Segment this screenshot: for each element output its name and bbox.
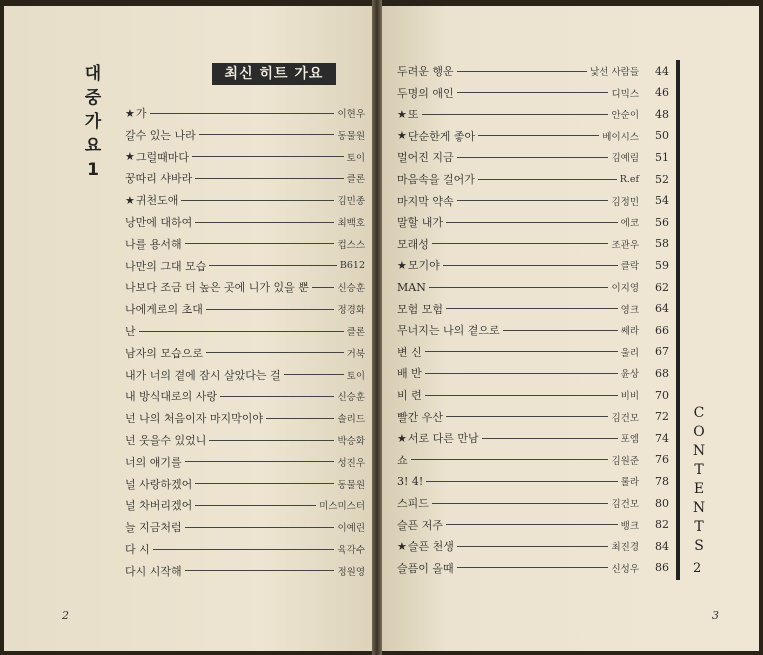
song-title: 빨간 우산 — [397, 410, 444, 424]
song-entry — [397, 559, 669, 577]
song-title: 변 신 — [397, 345, 422, 359]
leader-line — [457, 200, 609, 201]
song-artist: 최진경 — [611, 542, 639, 554]
leader-line — [206, 309, 335, 310]
vtitle-char: 요 — [84, 136, 102, 156]
song-entry — [125, 453, 365, 471]
right-song-list — [397, 62, 669, 582]
leader-line — [446, 416, 608, 417]
song-artist: 포엠 — [620, 434, 639, 446]
song-artist: R.ef — [619, 173, 639, 185]
song-artist: 미스미스터 — [319, 501, 365, 513]
leader-line — [482, 438, 618, 439]
song-page-number: 62 — [655, 280, 669, 294]
song-artist: 토이 — [346, 370, 365, 382]
song-title: 넌 나의 처음이자 마지막이야 — [125, 412, 264, 426]
left-page-number: 2 — [62, 609, 69, 622]
song-entry — [397, 105, 669, 123]
song-title: 두려운 행운 — [397, 65, 454, 78]
song-page-number: 58 — [655, 237, 669, 251]
song-entry — [125, 300, 365, 318]
song-artist: 컵스스 — [337, 239, 365, 251]
leader-line — [503, 330, 618, 331]
song-title: 모래성 — [397, 237, 429, 251]
song-artist: 이지영 — [611, 283, 639, 294]
song-title: 배 반 — [397, 367, 422, 381]
song-page-number: 74 — [655, 431, 669, 445]
song-page-number: 86 — [655, 561, 669, 575]
section-heading: 최신 히트 가요 — [212, 63, 336, 85]
leader-line — [206, 352, 344, 353]
song-entry — [125, 257, 365, 275]
song-artist: 클론 — [346, 327, 365, 338]
song-artist: 울리 — [620, 347, 639, 359]
song-entry — [125, 562, 365, 580]
leader-line — [457, 92, 609, 93]
song-title: 서로 다른 만남 — [407, 432, 479, 446]
vtitle-char: 중 — [84, 88, 102, 108]
song-title: 늘 지금처럼 — [125, 521, 182, 535]
song-title: 모기야 — [407, 259, 440, 273]
leader-line — [425, 373, 618, 374]
song-title: 단순한게 좋아 — [407, 129, 476, 143]
contents-letter: T — [694, 462, 704, 478]
song-entry — [125, 148, 365, 166]
star-icon: ★ — [125, 150, 135, 164]
song-artist: 신승훈 — [337, 392, 365, 404]
leader-line — [432, 243, 609, 244]
song-entry — [397, 256, 669, 274]
leader-line — [457, 71, 587, 72]
leader-line — [422, 114, 609, 115]
star-icon: ★ — [125, 193, 135, 207]
song-title: 그럴때마다 — [135, 150, 190, 164]
song-title: 슬픈 천생 — [407, 540, 454, 554]
leader-line — [185, 461, 335, 462]
leader-line — [411, 459, 609, 460]
song-artist: 뱅크 — [620, 520, 639, 532]
song-title: 3! 4! — [397, 474, 424, 488]
leader-line — [457, 546, 609, 547]
song-title: 다 시 — [125, 543, 150, 556]
song-entry — [397, 213, 669, 231]
leader-line — [446, 308, 618, 309]
left-vertical-title — [80, 62, 106, 182]
song-title: 꿍따리 샤바라 — [125, 172, 193, 186]
song-entry — [397, 408, 669, 426]
song-artist: 정경화 — [337, 305, 365, 317]
song-entry — [397, 235, 669, 253]
song-artist: 이예린 — [337, 523, 365, 535]
song-page-number: 48 — [655, 107, 669, 121]
song-artist: 육각수 — [337, 545, 365, 556]
star-icon: ★ — [397, 129, 407, 143]
song-artist: 김원준 — [611, 455, 639, 467]
song-title: 널 차버리겠어 — [125, 499, 193, 513]
song-entry — [397, 537, 669, 555]
song-entry — [125, 387, 365, 405]
song-entry — [397, 62, 669, 80]
song-page-number: 56 — [655, 215, 669, 229]
song-artist: 박승화 — [337, 436, 365, 447]
song-entry — [397, 364, 669, 382]
song-entry — [125, 475, 365, 493]
song-title: 너의 얘기를 — [125, 455, 182, 469]
song-page-number: 68 — [655, 366, 669, 380]
song-artist: 낯선 사람들 — [590, 67, 639, 78]
song-entry — [397, 343, 669, 361]
contents-number: 2 — [693, 561, 702, 576]
leader-line — [209, 440, 334, 441]
song-entry — [397, 148, 669, 166]
vtitle-char: 대 — [84, 64, 102, 84]
song-title: 나만의 그대 모습 — [125, 259, 207, 273]
song-artist: 윤상 — [620, 369, 639, 381]
leader-line — [478, 135, 599, 136]
leader-line — [284, 374, 344, 375]
song-entry — [397, 494, 669, 512]
song-title: 내가 너의 곁에 잠시 살았다는 걸 — [125, 368, 281, 382]
song-entry — [125, 191, 365, 209]
song-title: 나에게로의 초대 — [125, 303, 203, 317]
song-artist: 신승훈 — [337, 283, 365, 295]
song-title: 모험 모험 — [397, 302, 444, 316]
song-artist: 김정민 — [611, 196, 639, 208]
song-artist: 정원영 — [337, 566, 365, 578]
song-artist: 클론 — [346, 174, 365, 186]
song-entry — [397, 300, 669, 318]
song-artist: 동물원 — [337, 130, 365, 142]
leader-line — [195, 505, 316, 506]
song-title: 말할 내가 — [397, 216, 444, 230]
song-title: 마음속을 걸어가 — [397, 173, 475, 186]
song-page-number: 54 — [655, 194, 669, 208]
song-artist: 최백호 — [337, 218, 365, 229]
song-page-number: 70 — [655, 388, 669, 402]
song-artist: 안순이 — [611, 110, 639, 122]
song-title: 또 — [407, 108, 419, 122]
song-page-number: 80 — [655, 496, 669, 510]
vtitle-char: 1 — [87, 160, 99, 180]
song-title: 마지막 약속 — [397, 194, 454, 208]
song-artist: 신성우 — [611, 563, 639, 575]
song-entry — [397, 170, 669, 188]
song-title: 스피드 — [397, 497, 429, 510]
song-entry — [397, 321, 669, 339]
song-title: 난 — [125, 325, 136, 338]
song-page-number: 44 — [655, 64, 669, 78]
leader-line — [195, 222, 334, 223]
song-title: 슬픔이 올때 — [397, 561, 454, 575]
song-title: 내 방식대로의 사랑 — [125, 390, 218, 404]
leader-line — [446, 222, 618, 223]
song-entry — [125, 169, 365, 187]
leader-line — [153, 549, 335, 550]
song-entry — [397, 192, 669, 210]
leader-line — [457, 567, 609, 568]
leader-line — [312, 287, 335, 288]
leader-line — [446, 524, 618, 525]
song-artist: 에코 — [620, 218, 639, 230]
song-artist: 이현우 — [337, 109, 365, 120]
contents-letter: T — [694, 519, 704, 535]
song-entry — [397, 429, 669, 447]
contents-vertical-label — [689, 404, 709, 556]
song-artist: 동물원 — [337, 479, 365, 491]
song-title: 귀천도애 — [135, 194, 179, 208]
star-icon: ★ — [397, 539, 407, 553]
contents-bar — [676, 60, 680, 580]
leader-line — [209, 265, 337, 266]
song-title: 멀어진 지금 — [397, 151, 454, 165]
right-page-number: 3 — [712, 609, 719, 622]
vtitle-char: 가 — [84, 112, 102, 132]
song-entry — [125, 126, 365, 144]
song-page-number: 67 — [655, 345, 669, 359]
song-entry — [397, 451, 669, 469]
song-title: 가 — [135, 107, 147, 120]
contents-letter: S — [694, 538, 704, 554]
song-title: 넌 웃을수 있었니 — [125, 434, 207, 447]
song-artist: 비비 — [620, 391, 639, 402]
leader-line — [443, 265, 618, 266]
song-artist: B612 — [339, 260, 365, 272]
song-artist: 김예림 — [611, 153, 639, 165]
song-artist: 조관우 — [611, 239, 639, 251]
song-title: 나보다 조금 더 높은 곳에 니가 있을 뿐 — [125, 281, 309, 295]
song-title: 두명의 애인 — [397, 86, 454, 100]
song-page-number: 64 — [655, 302, 669, 316]
star-icon: ★ — [397, 431, 407, 445]
song-title: 남자의 모습으로 — [125, 346, 203, 360]
song-title: 무너지는 나의 곁으로 — [397, 324, 500, 338]
song-entry — [397, 84, 669, 102]
book-gutter — [372, 0, 382, 655]
song-artist: 김민종 — [337, 196, 365, 208]
song-entry — [125, 540, 365, 558]
leader-line — [185, 570, 335, 571]
song-entry — [125, 518, 365, 536]
song-title: MAN — [397, 280, 426, 294]
leader-line — [150, 113, 335, 114]
leader-line — [185, 243, 335, 244]
song-page-number: 82 — [655, 518, 669, 532]
song-entry — [125, 409, 365, 427]
leader-line — [425, 395, 618, 396]
song-entry — [397, 278, 669, 296]
song-entry — [397, 472, 669, 490]
song-entry — [397, 127, 669, 145]
song-title: 다시 시작해 — [125, 564, 182, 578]
song-title: 낭만에 대하여 — [125, 216, 193, 229]
leader-line — [266, 418, 334, 419]
leader-line — [195, 178, 343, 179]
song-page-number: 51 — [655, 150, 669, 164]
leader-line — [195, 483, 334, 484]
song-page-number: 78 — [655, 474, 669, 488]
song-artist: 토이 — [346, 152, 365, 164]
leader-line — [429, 287, 609, 288]
song-entry — [125, 344, 365, 362]
leader-line — [432, 503, 609, 504]
song-artist: 성진우 — [337, 457, 365, 469]
song-title: 갈수 있는 나라 — [125, 128, 196, 142]
song-artist: 김건모 — [611, 412, 639, 424]
song-page-number: 46 — [655, 86, 669, 100]
song-artist: 거북 — [346, 348, 365, 360]
song-page-number: 52 — [655, 172, 669, 186]
song-artist: 김건모 — [611, 499, 639, 510]
song-artist: 룰라 — [620, 477, 639, 489]
contents-letter: N — [692, 443, 706, 459]
leader-line — [139, 331, 344, 332]
song-page-number: 59 — [655, 258, 669, 272]
song-entry — [125, 322, 365, 340]
left-song-list — [125, 104, 365, 584]
contents-letter: E — [693, 481, 705, 497]
leader-line — [181, 200, 334, 201]
leader-line — [220, 396, 334, 397]
star-icon: ★ — [397, 258, 407, 272]
song-artist: 베이시스 — [602, 131, 639, 143]
song-title: 슬픈 저주 — [397, 518, 444, 532]
leader-line — [478, 179, 617, 180]
leader-line — [457, 157, 609, 158]
song-entry — [125, 213, 365, 231]
song-page-number: 76 — [655, 453, 669, 467]
star-icon: ★ — [397, 107, 407, 121]
song-entry — [125, 104, 365, 122]
contents-letter: C — [693, 405, 705, 421]
leader-line — [192, 156, 344, 157]
song-page-number: 66 — [655, 323, 669, 337]
song-entry — [125, 278, 365, 296]
song-entry — [125, 235, 365, 253]
star-icon: ★ — [125, 106, 135, 120]
song-artist: 영크 — [620, 304, 639, 316]
song-artist: 쎄라 — [620, 326, 639, 338]
song-page-number: 50 — [655, 129, 669, 143]
song-title: 널 사랑하겠어 — [125, 477, 193, 491]
song-entry — [125, 431, 365, 449]
song-entry — [397, 386, 669, 404]
song-title: 쇼 — [397, 453, 408, 467]
song-page-number: 84 — [655, 539, 669, 553]
song-entry — [397, 516, 669, 534]
song-page-number: 72 — [655, 410, 669, 424]
song-artist: 클락 — [620, 261, 639, 273]
song-title: 나를 용서해 — [125, 237, 182, 251]
leader-line — [425, 351, 618, 352]
leader-line — [185, 527, 335, 528]
song-entry — [125, 496, 365, 514]
song-title: 비 련 — [397, 389, 422, 402]
song-artist: 디믹스 — [611, 88, 639, 100]
leader-line — [426, 481, 617, 482]
contents-letter: N — [692, 500, 706, 516]
leader-line — [199, 134, 335, 135]
song-artist: 솔리드 — [337, 414, 365, 426]
contents-letter: O — [693, 424, 705, 440]
song-entry — [125, 366, 365, 384]
